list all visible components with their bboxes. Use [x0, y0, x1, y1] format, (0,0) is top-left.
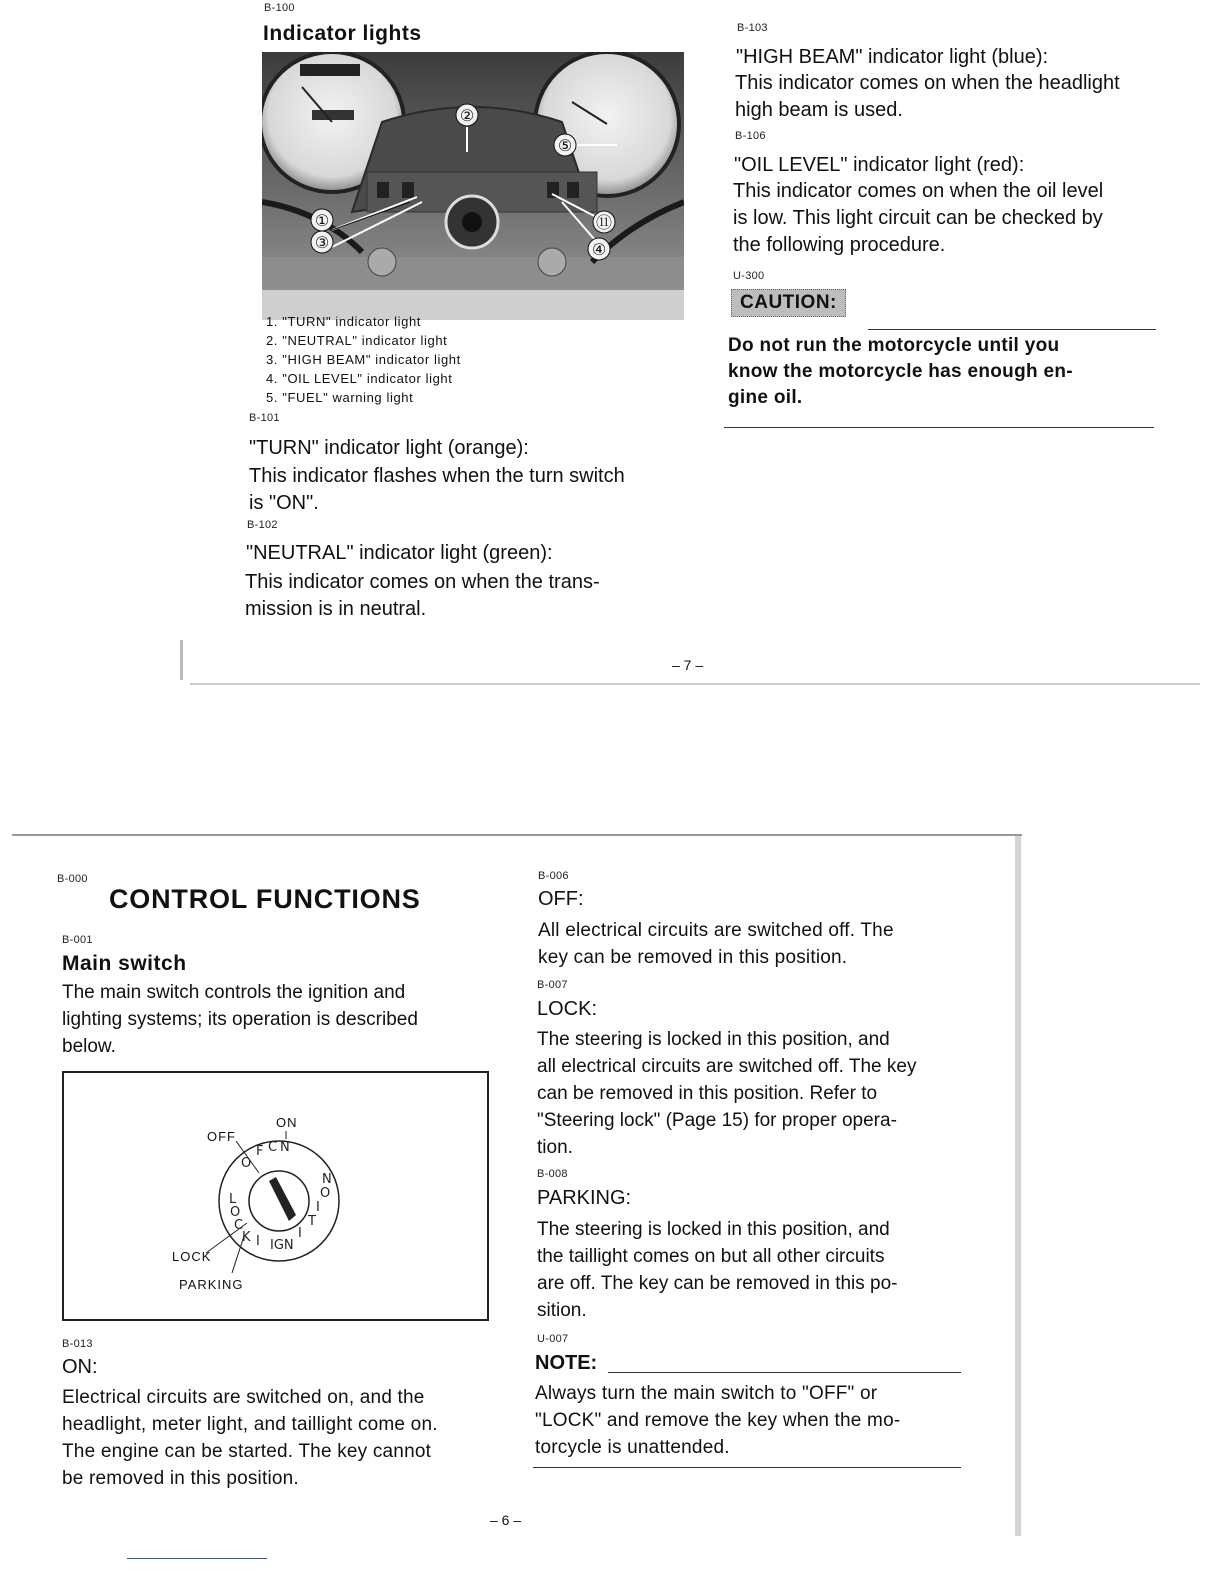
- off-position-text: [538, 917, 978, 971]
- neutral-light-text: [245, 569, 685, 623]
- svg-text:I: I: [298, 1226, 302, 1241]
- text-line: all electrical circuits are switched off. The key: [537, 1056, 917, 1077]
- section-code: B-001: [62, 934, 93, 946]
- turn-light-title: "TURN" indicator light (orange):: [249, 437, 529, 459]
- instrument-panel-illustration: [262, 52, 684, 320]
- section-code: B-103: [737, 22, 768, 34]
- section-code: B-100: [264, 2, 295, 14]
- high-beam-light-text: [735, 70, 1175, 124]
- divider: [533, 1467, 961, 1468]
- caption-item: 2. "NEUTRAL" indicator light: [266, 333, 448, 348]
- page-separator: [12, 834, 1022, 836]
- key-switch-illustration: [64, 1073, 487, 1319]
- divider: [608, 1372, 961, 1373]
- text-line: The steering is locked in this position, and: [537, 1219, 890, 1240]
- parking-position-text: [537, 1216, 977, 1324]
- text-line: the following procedure.: [733, 234, 946, 256]
- off-position-title: OFF:: [538, 888, 584, 910]
- svg-text:K: K: [242, 1230, 251, 1245]
- svg-text:C: C: [268, 1140, 278, 1155]
- page-edge: [1015, 836, 1021, 1536]
- caption-item: 5. "FUEL" warning light: [266, 390, 414, 405]
- text-line: Electrical circuits are switched on, and the: [62, 1387, 425, 1408]
- svg-text:O: O: [241, 1156, 252, 1171]
- text-line: Do not run the motorcycle until you: [728, 335, 1060, 356]
- svg-text:L: L: [229, 1192, 237, 1207]
- section-code: B-102: [247, 519, 278, 531]
- text-line: gine oil.: [728, 387, 803, 408]
- photo-marker-2: ②: [459, 106, 475, 125]
- section-code: U-007: [537, 1333, 569, 1345]
- page-number: – 6 –: [490, 1512, 522, 1528]
- diagram-label-lock: LOCK: [172, 1249, 212, 1264]
- photo-marker-4: ④: [591, 240, 607, 259]
- text-line: be removed in this position.: [62, 1468, 299, 1489]
- svg-text:O: O: [230, 1205, 241, 1220]
- text-line: key can be removed in this position.: [538, 947, 848, 968]
- control-functions-heading: CONTROL FUNCTIONS: [109, 884, 421, 914]
- text-line: Always turn the main switch to "OFF" or: [535, 1383, 878, 1404]
- diagram-label-parking: PARKING: [179, 1277, 244, 1292]
- svg-text:T: T: [308, 1214, 316, 1229]
- caution-label: CAUTION:: [731, 289, 846, 317]
- photo-marker-5: ⑤: [557, 136, 573, 155]
- text-line: headlight, meter light, and taillight come on.: [62, 1414, 438, 1435]
- text-line: mission is in neutral.: [245, 598, 427, 620]
- divider: [724, 427, 1154, 428]
- divider: [868, 329, 1156, 330]
- parking-position-title: PARKING:: [537, 1187, 632, 1209]
- text-line: below.: [62, 1036, 116, 1057]
- high-beam-light-title: "HIGH BEAM" indicator light (blue):: [736, 46, 1049, 68]
- oil-level-light-title: "OIL LEVEL" indicator light (red):: [734, 154, 1025, 176]
- section-code: B-106: [735, 130, 766, 142]
- divider: [127, 1558, 267, 1559]
- caption-item: 1. "TURN" indicator light: [266, 314, 421, 329]
- text-line: the taillight comes on but all other circuits: [537, 1246, 885, 1267]
- main-switch-text: [62, 979, 502, 1060]
- text-line: "Steering lock" (Page 15) for proper opera-: [537, 1110, 897, 1131]
- main-switch-heading: Main switch: [62, 952, 187, 975]
- text-line: lighting systems; its operation is described: [62, 1009, 418, 1030]
- text-line: All electrical circuits are switched off. The: [538, 920, 894, 941]
- caption-item: 3. "HIGH BEAM" indicator light: [266, 352, 461, 367]
- photo-caption-list: [266, 312, 461, 407]
- photo-marker-3: ③: [314, 233, 330, 252]
- neutral-light-title: "NEUTRAL" indicator light (green):: [246, 542, 553, 564]
- text-line: This indicator comes on when the headlight: [735, 72, 1120, 94]
- text-line: high beam is used.: [735, 99, 903, 121]
- text-line: "LOCK" and remove the key when the mo-: [535, 1410, 901, 1431]
- section-code: B-008: [537, 1168, 568, 1180]
- page-edge: [190, 683, 1200, 685]
- section-code: U-300: [733, 270, 765, 282]
- text-line: The main switch controls the ignition and: [62, 982, 406, 1003]
- page-edge: [180, 640, 183, 680]
- text-line: know the motorcycle has enough en-: [728, 361, 1073, 382]
- svg-text:N: N: [322, 1172, 332, 1187]
- text-line: is "ON".: [249, 492, 319, 514]
- page-number: – 7 –: [672, 657, 704, 673]
- svg-text:IGN: IGN: [270, 1238, 294, 1253]
- note-label: NOTE:: [535, 1352, 598, 1374]
- text-line: This indicator comes on when the trans-: [245, 571, 600, 593]
- text-line: The steering is locked in this position, and: [537, 1029, 890, 1050]
- instrument-panel-photo: [262, 52, 684, 320]
- svg-text:O: O: [320, 1186, 331, 1201]
- svg-text:I: I: [316, 1200, 320, 1215]
- svg-text:C: C: [234, 1218, 244, 1233]
- text-line: is low. This light circuit can be checked by: [733, 207, 1103, 229]
- on-position-text: [62, 1384, 502, 1492]
- text-line: sition.: [537, 1300, 587, 1321]
- indicator-lights-heading: Indicator lights: [263, 22, 422, 45]
- diagram-label-off: OFF: [207, 1129, 236, 1144]
- svg-text:I: I: [256, 1234, 260, 1249]
- section-code: B-000: [57, 873, 88, 885]
- text-line: This indicator comes on when the oil level: [733, 180, 1104, 202]
- svg-text:F: F: [256, 1144, 264, 1159]
- section-code: B-013: [62, 1338, 93, 1350]
- svg-text:N: N: [280, 1140, 290, 1155]
- section-code: B-007: [537, 979, 568, 991]
- photo-marker-11: ⑪: [595, 213, 613, 232]
- section-code: B-101: [249, 412, 280, 424]
- text-line: are off. The key can be removed in this po-: [537, 1273, 898, 1294]
- oil-level-light-text: [733, 178, 1173, 259]
- turn-light-text: [249, 463, 689, 517]
- note-text: [535, 1380, 975, 1461]
- diagram-label-on: ON: [276, 1115, 298, 1130]
- section-code: B-006: [538, 870, 569, 882]
- caution-text: [728, 333, 1168, 411]
- lock-position-text: [537, 1026, 977, 1161]
- text-line: torcycle is unattended.: [535, 1437, 730, 1458]
- text-line: This indicator flashes when the turn switch: [249, 465, 625, 487]
- text-line: The engine can be started. The key cannot: [62, 1441, 432, 1462]
- lock-position-title: LOCK:: [537, 998, 598, 1020]
- text-line: can be removed in this position. Refer to: [537, 1083, 878, 1104]
- main-switch-diagram: [62, 1071, 489, 1321]
- text-line: tion.: [537, 1137, 573, 1158]
- on-position-title: ON:: [62, 1356, 98, 1378]
- caption-item: 4. "OIL LEVEL" indicator light: [266, 371, 453, 386]
- photo-marker-1: ①: [314, 211, 330, 230]
